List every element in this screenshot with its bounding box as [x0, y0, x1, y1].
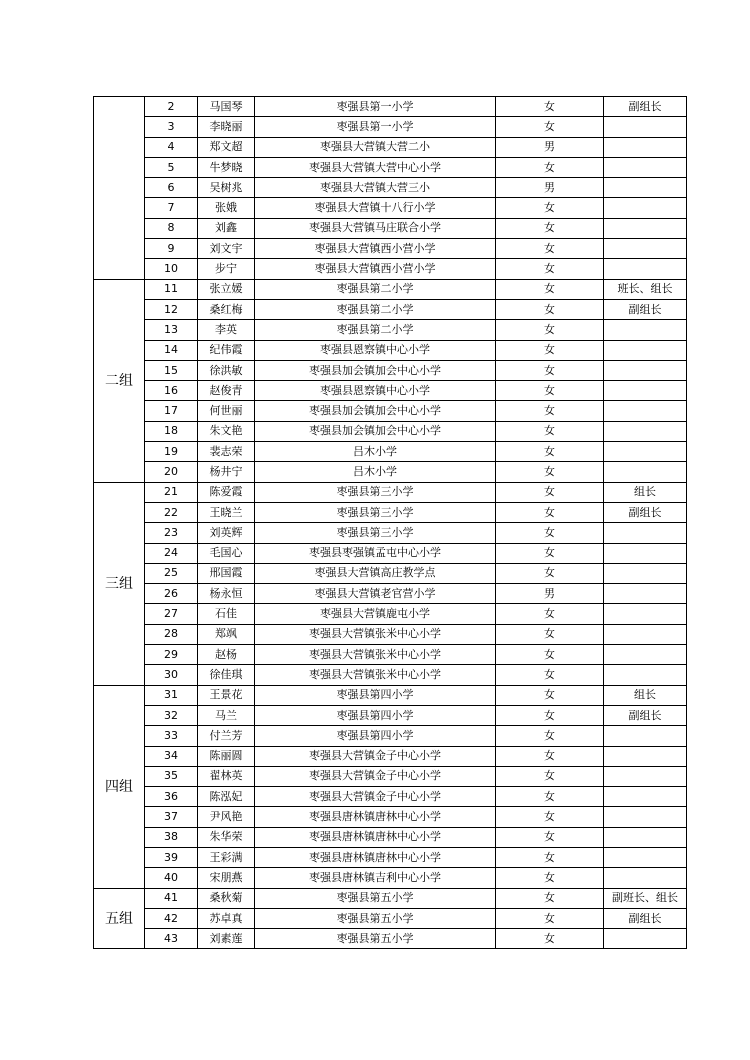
teacher-name-cell: 石佳: [198, 604, 255, 624]
row-number-cell: 3: [145, 117, 198, 137]
group-label: 二组: [94, 279, 145, 482]
role-cell: [604, 320, 687, 340]
table-row: [94, 381, 687, 401]
table-row: [94, 929, 687, 949]
teacher-name-cell: 刘文宇: [198, 239, 255, 259]
table-row: [94, 665, 687, 685]
role-cell: [604, 726, 687, 746]
teacher-name-cell: 杨井宁: [198, 462, 255, 482]
table-row: [94, 908, 687, 928]
table-row: [94, 746, 687, 766]
role-cell: [604, 665, 687, 685]
teacher-name-cell: 毛国心: [198, 543, 255, 563]
gender-cell: 男: [496, 178, 604, 198]
school-name-cell: 枣强县第四小学: [255, 705, 496, 725]
school-name-cell: 枣强县大营镇金子中心小学: [255, 746, 496, 766]
row-number-cell: 40: [145, 868, 198, 888]
table-row: [94, 137, 687, 157]
teacher-name-cell: 何世丽: [198, 401, 255, 421]
gender-cell: 女: [496, 218, 604, 238]
table-row: [94, 726, 687, 746]
row-number-cell: 36: [145, 787, 198, 807]
role-cell: 副组长: [604, 299, 687, 319]
role-cell: [604, 178, 687, 198]
school-name-cell: 枣强县唐林镇吉利中心小学: [255, 868, 496, 888]
role-cell: [604, 137, 687, 157]
school-name-cell: 枣强县大营镇张米中心小学: [255, 645, 496, 665]
gender-cell: 女: [496, 543, 604, 563]
teacher-name-cell: 宋朋燕: [198, 868, 255, 888]
gender-cell: 女: [496, 320, 604, 340]
table-row: [94, 563, 687, 583]
role-cell: [604, 787, 687, 807]
row-number-cell: 43: [145, 929, 198, 949]
teacher-name-cell: 陈爱霞: [198, 482, 255, 502]
gender-cell: 女: [496, 239, 604, 259]
role-cell: [604, 421, 687, 441]
teacher-name-cell: 桑红梅: [198, 299, 255, 319]
school-name-cell: 枣强县第三小学: [255, 523, 496, 543]
row-number-cell: 37: [145, 807, 198, 827]
gender-cell: 女: [496, 665, 604, 685]
school-name-cell: 枣强县大营镇高庄教学点: [255, 563, 496, 583]
table-row: [94, 482, 687, 502]
school-name-cell: 枣强县第四小学: [255, 726, 496, 746]
gender-cell: 女: [496, 421, 604, 441]
gender-cell: 女: [496, 360, 604, 380]
row-number-cell: 25: [145, 563, 198, 583]
gender-cell: 女: [496, 645, 604, 665]
role-cell: [604, 401, 687, 421]
role-cell: [604, 218, 687, 238]
table-row: [94, 847, 687, 867]
school-name-cell: 吕木小学: [255, 442, 496, 462]
role-cell: [604, 827, 687, 847]
row-number-cell: 23: [145, 523, 198, 543]
role-cell: [604, 807, 687, 827]
gender-cell: 男: [496, 137, 604, 157]
role-cell: [604, 523, 687, 543]
school-name-cell: 枣强县加会镇加会中心小学: [255, 401, 496, 421]
role-cell: 副班长、组长: [604, 888, 687, 908]
table-row: [94, 868, 687, 888]
row-number-cell: 12: [145, 299, 198, 319]
row-number-cell: 38: [145, 827, 198, 847]
gender-cell: 女: [496, 624, 604, 644]
role-cell: 组长: [604, 685, 687, 705]
row-number-cell: 39: [145, 847, 198, 867]
role-cell: [604, 868, 687, 888]
teacher-name-cell: 赵杨: [198, 645, 255, 665]
teacher-name-cell: 张娥: [198, 198, 255, 218]
teacher-name-cell: 王晓兰: [198, 502, 255, 522]
school-name-cell: 枣强县大营镇鹿屯小学: [255, 604, 496, 624]
school-name-cell: 吕木小学: [255, 462, 496, 482]
table-row: [94, 239, 687, 259]
teacher-name-cell: 苏卓真: [198, 908, 255, 928]
teacher-name-cell: 朱华荣: [198, 827, 255, 847]
gender-cell: 女: [496, 523, 604, 543]
row-number-cell: 33: [145, 726, 198, 746]
role-cell: [604, 360, 687, 380]
teacher-name-cell: 尹风艳: [198, 807, 255, 827]
gender-cell: 女: [496, 604, 604, 624]
role-cell: [604, 442, 687, 462]
school-name-cell: 枣强县恩察镇中心小学: [255, 381, 496, 401]
gender-cell: 女: [496, 117, 604, 137]
gender-cell: 女: [496, 381, 604, 401]
role-cell: 班长、组长: [604, 279, 687, 299]
row-number-cell: 32: [145, 705, 198, 725]
gender-cell: 女: [496, 868, 604, 888]
school-name-cell: 枣强县大营镇张米中心小学: [255, 665, 496, 685]
role-cell: [604, 259, 687, 279]
role-cell: [604, 340, 687, 360]
role-cell: [604, 381, 687, 401]
table-row: [94, 421, 687, 441]
gender-cell: 女: [496, 299, 604, 319]
teacher-name-cell: 陈泓妃: [198, 787, 255, 807]
table-row: [94, 218, 687, 238]
teacher-name-cell: 桑秋菊: [198, 888, 255, 908]
row-number-cell: 42: [145, 908, 198, 928]
table-row: [94, 279, 687, 299]
school-name-cell: 枣强县大营镇大营三小: [255, 178, 496, 198]
gender-cell: 女: [496, 746, 604, 766]
role-cell: [604, 645, 687, 665]
table-row: [94, 502, 687, 522]
teacher-name-cell: 李晓丽: [198, 117, 255, 137]
school-name-cell: 枣强县大营镇西小营小学: [255, 259, 496, 279]
school-name-cell: 枣强县唐林镇唐林中心小学: [255, 807, 496, 827]
row-number-cell: 9: [145, 239, 198, 259]
role-cell: [604, 239, 687, 259]
teacher-name-cell: 徐洪敏: [198, 360, 255, 380]
teacher-name-cell: 纪伟霞: [198, 340, 255, 360]
row-number-cell: 11: [145, 279, 198, 299]
gender-cell: 女: [496, 685, 604, 705]
teacher-name-cell: 刘素莲: [198, 929, 255, 949]
row-number-cell: 22: [145, 502, 198, 522]
school-name-cell: 枣强县第二小学: [255, 279, 496, 299]
school-name-cell: 枣强县加会镇加会中心小学: [255, 421, 496, 441]
table-row: [94, 117, 687, 137]
table-row: [94, 888, 687, 908]
row-number-cell: 34: [145, 746, 198, 766]
school-name-cell: 枣强县大营镇西小营小学: [255, 239, 496, 259]
table-row: [94, 442, 687, 462]
table-row: [94, 462, 687, 482]
table-row: [94, 198, 687, 218]
role-cell: [604, 624, 687, 644]
gender-cell: 女: [496, 279, 604, 299]
table-row: [94, 624, 687, 644]
teacher-name-cell: 牛梦晓: [198, 157, 255, 177]
table-row: [94, 543, 687, 563]
school-name-cell: 枣强县第四小学: [255, 685, 496, 705]
role-cell: [604, 198, 687, 218]
role-cell: [604, 847, 687, 867]
gender-cell: 女: [496, 888, 604, 908]
table-row: [94, 807, 687, 827]
teacher-name-cell: 邢国霞: [198, 563, 255, 583]
table-row: [94, 97, 687, 117]
teacher-name-cell: 郑文超: [198, 137, 255, 157]
gender-cell: 女: [496, 340, 604, 360]
table-row: [94, 340, 687, 360]
role-cell: 组长: [604, 482, 687, 502]
roster-body: [94, 97, 687, 949]
school-name-cell: 枣强县第一小学: [255, 97, 496, 117]
gender-cell: 女: [496, 908, 604, 928]
school-name-cell: 枣强县第五小学: [255, 929, 496, 949]
gender-cell: 女: [496, 502, 604, 522]
teacher-name-cell: 王彩满: [198, 847, 255, 867]
group-label: 三组: [94, 482, 145, 685]
table-row: [94, 401, 687, 421]
table-row: [94, 584, 687, 604]
school-name-cell: 枣强县第五小学: [255, 908, 496, 928]
role-cell: [604, 157, 687, 177]
table-row: [94, 705, 687, 725]
gender-cell: 女: [496, 563, 604, 583]
row-number-cell: 15: [145, 360, 198, 380]
teacher-name-cell: 马国琴: [198, 97, 255, 117]
gender-cell: 女: [496, 807, 604, 827]
role-cell: [604, 604, 687, 624]
row-number-cell: 29: [145, 645, 198, 665]
teacher-name-cell: 郑飒: [198, 624, 255, 644]
row-number-cell: 8: [145, 218, 198, 238]
teacher-name-cell: 刘鑫: [198, 218, 255, 238]
school-name-cell: 枣强县大营镇大营中心小学: [255, 157, 496, 177]
row-number-cell: 17: [145, 401, 198, 421]
table-row: [94, 320, 687, 340]
gender-cell: 女: [496, 726, 604, 746]
gender-cell: 女: [496, 766, 604, 786]
role-cell: 副组长: [604, 97, 687, 117]
row-number-cell: 20: [145, 462, 198, 482]
teacher-name-cell: 翟林英: [198, 766, 255, 786]
row-number-cell: 4: [145, 137, 198, 157]
school-name-cell: 枣强县唐林镇唐林中心小学: [255, 847, 496, 867]
teacher-name-cell: 付兰芳: [198, 726, 255, 746]
table-row: [94, 787, 687, 807]
gender-cell: 男: [496, 584, 604, 604]
row-number-cell: 7: [145, 198, 198, 218]
school-name-cell: 枣强县大营镇马庄联合小学: [255, 218, 496, 238]
role-cell: [604, 746, 687, 766]
school-name-cell: 枣强县大营镇老官营小学: [255, 584, 496, 604]
row-number-cell: 13: [145, 320, 198, 340]
row-number-cell: 24: [145, 543, 198, 563]
teacher-name-cell: 马兰: [198, 705, 255, 725]
teacher-name-cell: 裴志荣: [198, 442, 255, 462]
role-cell: [604, 543, 687, 563]
row-number-cell: 5: [145, 157, 198, 177]
role-cell: [604, 117, 687, 137]
school-name-cell: 枣强县大营镇金子中心小学: [255, 787, 496, 807]
table-row: [94, 523, 687, 543]
school-name-cell: 枣强县大营镇张米中心小学: [255, 624, 496, 644]
school-name-cell: 枣强县恩察镇中心小学: [255, 340, 496, 360]
school-name-cell: 枣强县唐林镇唐林中心小学: [255, 827, 496, 847]
gender-cell: 女: [496, 705, 604, 725]
school-name-cell: 枣强县大营镇金子中心小学: [255, 766, 496, 786]
row-number-cell: 26: [145, 584, 198, 604]
table-row: [94, 766, 687, 786]
teacher-name-cell: 张立媛: [198, 279, 255, 299]
school-name-cell: 枣强县大营镇十八行小学: [255, 198, 496, 218]
role-cell: 副组长: [604, 908, 687, 928]
row-number-cell: 2: [145, 97, 198, 117]
gender-cell: 女: [496, 827, 604, 847]
table-row: [94, 645, 687, 665]
school-name-cell: 枣强县第一小学: [255, 117, 496, 137]
table-row: [94, 178, 687, 198]
table-row: [94, 259, 687, 279]
school-name-cell: 枣强县枣强镇孟屯中心小学: [255, 543, 496, 563]
teacher-name-cell: 陈丽圆: [198, 746, 255, 766]
school-name-cell: 枣强县第二小学: [255, 299, 496, 319]
gender-cell: 女: [496, 259, 604, 279]
teacher-name-cell: 杨永恒: [198, 584, 255, 604]
school-name-cell: 枣强县大营镇大营二小: [255, 137, 496, 157]
gender-cell: 女: [496, 482, 604, 502]
role-cell: [604, 584, 687, 604]
role-cell: [604, 462, 687, 482]
school-name-cell: 枣强县加会镇加会中心小学: [255, 360, 496, 380]
group-label: 四组: [94, 685, 145, 888]
table-row: [94, 360, 687, 380]
teacher-name-cell: 步宁: [198, 259, 255, 279]
table-row: [94, 604, 687, 624]
role-cell: [604, 766, 687, 786]
gender-cell: 女: [496, 787, 604, 807]
roster-table: [93, 96, 687, 949]
role-cell: 副组长: [604, 502, 687, 522]
school-name-cell: 枣强县第二小学: [255, 320, 496, 340]
row-number-cell: 14: [145, 340, 198, 360]
table-row: [94, 685, 687, 705]
row-number-cell: 41: [145, 888, 198, 908]
teacher-name-cell: 徐佳琪: [198, 665, 255, 685]
role-cell: 副组长: [604, 705, 687, 725]
gender-cell: 女: [496, 97, 604, 117]
row-number-cell: 28: [145, 624, 198, 644]
row-number-cell: 6: [145, 178, 198, 198]
school-name-cell: 枣强县第三小学: [255, 502, 496, 522]
row-number-cell: 30: [145, 665, 198, 685]
row-number-cell: 31: [145, 685, 198, 705]
teacher-name-cell: 王景花: [198, 685, 255, 705]
school-name-cell: 枣强县第三小学: [255, 482, 496, 502]
row-number-cell: 35: [145, 766, 198, 786]
gender-cell: 女: [496, 442, 604, 462]
teacher-name-cell: 李英: [198, 320, 255, 340]
table-row: [94, 157, 687, 177]
group-label: [94, 97, 145, 280]
teacher-name-cell: 吴树兆: [198, 178, 255, 198]
role-cell: [604, 929, 687, 949]
row-number-cell: 10: [145, 259, 198, 279]
teacher-name-cell: 刘英辉: [198, 523, 255, 543]
table-row: [94, 299, 687, 319]
gender-cell: 女: [496, 401, 604, 421]
row-number-cell: 19: [145, 442, 198, 462]
school-name-cell: 枣强县第五小学: [255, 888, 496, 908]
gender-cell: 女: [496, 462, 604, 482]
row-number-cell: 21: [145, 482, 198, 502]
teacher-name-cell: 朱文艳: [198, 421, 255, 441]
gender-cell: 女: [496, 929, 604, 949]
table-row: [94, 827, 687, 847]
role-cell: [604, 563, 687, 583]
row-number-cell: 16: [145, 381, 198, 401]
teacher-name-cell: 赵俊青: [198, 381, 255, 401]
gender-cell: 女: [496, 157, 604, 177]
gender-cell: 女: [496, 847, 604, 867]
row-number-cell: 27: [145, 604, 198, 624]
row-number-cell: 18: [145, 421, 198, 441]
group-label: 五组: [94, 888, 145, 949]
gender-cell: 女: [496, 198, 604, 218]
